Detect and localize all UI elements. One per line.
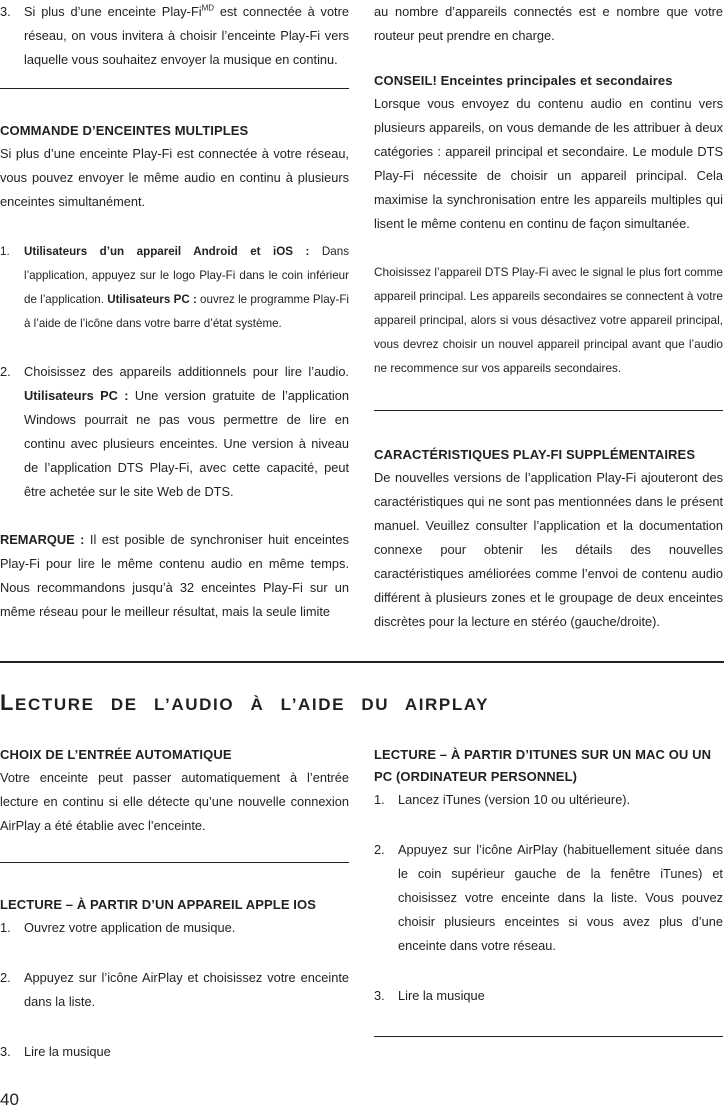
page-number: 40 [0,1090,19,1109]
list-item: 3. Si plus d’une enceinte Play-$Fi^{MD}$ est connectée à votre réseau, on vous invitera à choisir l’enceinte Play-Fi vers laquelle vous souhaitez envoyer la musique en continu. [0,0,349,72]
list-item: 2. Choisissez des appareils additionnels pour lire l’audio. Utilisateurs PC : Une version gratuite de l’application Windows pourrait ne pas vous permettre de lire en continu avec plusieurs enceintes. Une version à niveau de l’application DTS Play-Fi, avec cette capacité, peut être achetée sur le site Web de DTS. [0,364,349,499]
tip-heading: CONSEIL! Enceintes principales et secondaires [374,73,673,88]
paragraph: Si plus d’une enceinte Play-Fi est connectée à votre réseau, vous pouvez envoyer le même audio en continu à plusieurs enceintes simultanément. [0,146,349,209]
divider [374,1036,723,1037]
features-section [374,444,723,634]
left-column-top [0,0,349,72]
itunes-section [374,744,723,1008]
list-item: 2. Appuyez sur l’icône AirPlay (habituellement située dans le coin supérieur gauche de la fenêtre iTunes) et choisissez votre enceinte dans la liste. Vous pouvez choisir plusieurs enceintes si vous avez plus d’une enceinte dans votre réseau. [374,842,723,953]
section-divider [0,661,724,663]
section-heading: LECTURE – À PARTIR D’UN APPAREIL APPLE IOS [0,897,316,912]
paragraph: Lorsque vous envoyez du contenu audio en continu vers plusieurs appareils, on vous demande de les attribuer à deux catégories : appareil principal et secondaire. Le module DTS Play-Fi nécessite de choisir un appareil principal. Cela maximise la synchronisation entre les appareils multiples qui lisent le même contenu en continu de façon simultanée. [374,96,723,231]
section-heading: CARACTÉRISTIQUES PLAY-FI SUPPLÉMENTAIRES [374,447,696,462]
divider [0,862,349,863]
multi-speaker-section [0,120,349,624]
list-number: 3. [0,4,11,19]
section-heading: COMMANDE D’ENCEINTES MULTIPLES [0,123,249,138]
list-item: 3. Lire la musique [374,988,485,1003]
list-item: 1. Ouvrez votre application de musique. [0,920,236,935]
paragraph: Choisissez l’appareil DTS Play-Fi avec le signal le plus fort comme appareil principal. Les appareils secondaires se connectent à votre appareil principal, alors si vous désactivez votre appareil principal, vous devrez choisir un nouvel appareil principal avant que l’audio ne recommence sur vos appareils secondaires. [374,265,723,375]
remark-paragraph: REMARQUE : Il est posible de synchroniser huit enceintes Play-Fi pour lire le même contenu audio en même temps. Nous recommandons jusqu’à 32 enceintes Play-Fi sur un même réseau pour le meilleur résultat, mais la seule limite [0,532,350,619]
divider [374,410,723,411]
list-item: 3. Lire la musique [0,1044,111,1059]
auto-input-section [0,744,349,838]
paragraph: De nouvelles versions de l’application Play-Fi ajouteront des caractéristiques qui ne sont pas mentionnées dans le présent manuel. Veuillez consulter l’application et la documentation connexe pour obtenir les détails des nouvelles caractéristiques améliorées comme l’envoi de contenu audio différent à plusieurs zones et le groupage de deux enceintes discrètes pour la lecture en stéréo (gauche/droite). [374,470,723,629]
divider [0,88,349,89]
paragraph: Votre enceinte peut passer automatiquement à l’entrée lecture en continu si elle détecte qu’une nouvelle connexion AirPlay a été établie avec l’enceinte. [0,770,349,833]
section-heading: LECTURE – À PARTIR D’ITUNES SUR UN MAC OU UN PC (ORDINATEUR PERSONNEL) [374,747,712,784]
list-item: 1. Lancez iTunes (version 10 ou ultérieure). [374,792,631,807]
ios-section [0,894,349,1064]
list-item: 1. Utilisateurs d’un appareil Android et iOS : Dans l’application, appuyez sur le logo Play-Fi dans le coin inférieur de l’application. Utilisateurs PC : ouvrez le programme Play-Fi à l’aide de l’icône dans votre barre d’état système. [0,245,349,330]
section-heading: CHOIX DE L’ENTRÉE AUTOMATIQUE [0,747,232,762]
paragraph: au nombre d’appareils connectés est e nombre que votre routeur peut prendre en charge. [374,4,723,43]
right-column-top [374,0,723,380]
list-item: 2. Appuyez sur l’icône AirPlay et choisissez votre enceinte dans la liste. [0,970,349,1009]
page-section-title: LECTURE DE L’AUDIO À L’AIDE DU AIRPLAY [0,690,490,715]
